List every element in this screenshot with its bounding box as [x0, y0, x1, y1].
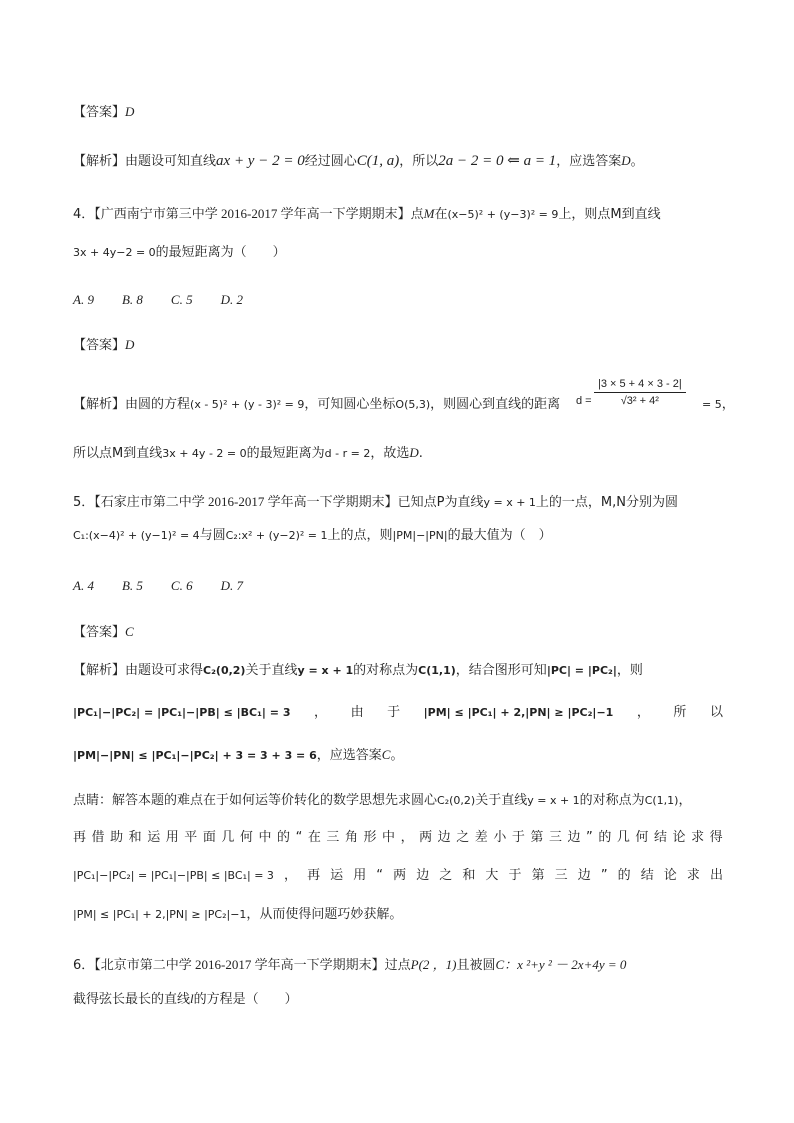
analysis-text: ，: [721, 397, 735, 412]
note-line-4: [73, 905, 402, 925]
note-line-3: [73, 866, 723, 886]
analysis-line: y = x + 1: [297, 664, 354, 677]
q4-stem-2: [73, 243, 286, 263]
analysis-text: 由题设可求得: [125, 663, 204, 678]
stem-text: 的最大值为（ ）: [447, 528, 552, 543]
analysis-text: ，应选答案: [316, 748, 382, 763]
fraction-result: [702, 395, 735, 415]
analysis-text: 经过圆心: [304, 154, 357, 169]
answer-label: 【答案】: [73, 105, 126, 120]
q4-analysis-2: [73, 443, 423, 464]
note-char: 结: [653, 830, 667, 845]
note-c: C(1,1): [644, 794, 679, 807]
note-char: 第: [531, 868, 545, 883]
analysis-text: 。: [630, 154, 644, 169]
stem-text: 的方程是（ ）: [193, 992, 298, 1007]
note-char: “: [376, 868, 384, 883]
analysis-eq: |PM| ≤ |PC₁| + 2,|PN| ≥ |PC₂|−1: [423, 706, 614, 719]
note-eq: |PM| ≤ |PC₁| + 2,|PN| ≥ |PC₂|−1: [73, 908, 247, 921]
note-char: 论: [663, 868, 677, 883]
stem-c1-eq: C₁:(x−4)² + (y−1)² = 4: [73, 529, 200, 542]
note-char: 小: [493, 830, 507, 845]
stem-target: |PM|−|PN|: [392, 529, 448, 542]
fraction-numerator: |3 × 5 + 4 × 3 - 2|: [594, 378, 686, 393]
question-number: 4．: [73, 207, 95, 222]
stem-text: 与圆: [199, 528, 226, 543]
question-source: 【北京市第二中学 2016-2017 学年高一下学期期末】: [94, 957, 385, 972]
option-d: D. 7: [220, 578, 243, 593]
analysis-eq: |PM|−|PN| ≤ |PC₁|−|PC₂| + 3 = 3 + 3 = 6: [73, 749, 317, 762]
analysis-text: ，所以: [399, 154, 439, 169]
q3-answer: [73, 102, 134, 123]
note-char: 边: [416, 868, 430, 883]
analysis-choice: D: [621, 153, 631, 168]
answer-label: 【答案】: [73, 338, 126, 353]
question-source: 【广西南宁市第三中学 2016-2017 学年高一下学期期末】: [94, 206, 411, 221]
note-char: 角: [344, 830, 358, 845]
note-char: 得: [709, 830, 723, 845]
option-b: B. 5: [121, 578, 143, 593]
note-char: 面: [202, 830, 216, 845]
analysis-text: 由: [350, 705, 364, 720]
note-eq: |PC₁|−|PC₂| = |PC₁|−|PB| ≤ |BC₁| = 3: [73, 869, 274, 882]
note-char: 几: [616, 830, 630, 845]
analysis-text: .: [418, 446, 423, 461]
analysis-text: 关于直线: [245, 663, 298, 678]
note-char: 差: [474, 830, 488, 845]
note-char: 何: [239, 830, 253, 845]
analysis-choice: D: [409, 445, 419, 460]
question-number: 5．: [73, 495, 95, 510]
note-char: 和: [462, 868, 476, 883]
stem-text: 且被圆: [456, 958, 496, 973]
note-char: 用: [353, 868, 367, 883]
analysis-text: 的最短距离为: [246, 446, 325, 461]
note-char: “: [295, 830, 303, 845]
analysis-text: 所: [673, 705, 687, 720]
stem-point: M: [423, 206, 435, 221]
note-text: 解答本题的难点在于如何运等价转化的数学思想先求圆心: [112, 793, 438, 808]
note-char: ”: [586, 830, 593, 845]
note-text: 的对称点为: [579, 793, 645, 808]
note-char: 的: [617, 868, 631, 883]
q5-stem: [73, 492, 678, 513]
option-b: B. 8: [121, 292, 143, 307]
stem-text: 点: [410, 207, 424, 222]
stem-text: 上的一点，M,N分别为圆: [535, 495, 678, 510]
stem-point: P(2 ，1): [410, 957, 457, 972]
stem-text: 已知点P为直线: [397, 495, 484, 510]
analysis-label: 【解析】: [73, 154, 126, 169]
note-char: ，: [283, 868, 297, 883]
analysis-text: 由题设可知直线: [125, 154, 217, 169]
analysis-text: ，结合图形可知: [455, 663, 547, 678]
analysis-choice: C: [381, 747, 391, 762]
note-char: 于: [508, 868, 522, 883]
note-char: 边: [437, 830, 451, 845]
note-char: 三: [554, 868, 568, 883]
note-line-1: [73, 791, 691, 811]
q5-analysis-3: [73, 745, 403, 766]
note-char: 边: [567, 830, 581, 845]
analysis-center: O(5,3): [395, 398, 431, 411]
note-char: 之: [439, 868, 453, 883]
note-char: 几: [221, 830, 235, 845]
analysis-text: 于: [387, 705, 401, 720]
stem-text: 过点: [384, 958, 411, 973]
note-char: 的: [277, 830, 291, 845]
note-char: 助: [110, 830, 124, 845]
note-line-2: [73, 828, 723, 848]
note-label: 点睛：: [73, 793, 113, 808]
note-char: 用: [165, 830, 179, 845]
q5-analysis-2: [73, 703, 723, 723]
q4-answer: [73, 335, 134, 356]
formula-line: ax + y − 2 = 0: [216, 153, 305, 169]
q4-options: [73, 290, 243, 310]
q5-stem-2: [73, 526, 552, 546]
option-c: C. 5: [170, 292, 193, 307]
note-char: 借: [91, 830, 105, 845]
stem-c2-eq: C₂:x² + (y−2)² = 1: [225, 529, 328, 542]
note-char: 论: [672, 830, 686, 845]
analysis-text: 所以点M到直线: [73, 446, 163, 461]
note-char: 在: [307, 830, 321, 845]
note-char: ，: [400, 830, 414, 845]
q4-analysis: [73, 395, 560, 415]
option-c: C. 6: [170, 578, 193, 593]
note-char: 边: [577, 868, 591, 883]
note-char: 于: [511, 830, 525, 845]
analysis-label: 【解析】: [73, 397, 126, 412]
answer-value: D: [125, 337, 135, 352]
question-number: 6．: [73, 958, 95, 973]
stem-line-name: l: [190, 991, 194, 1006]
stem-text: 上，则点M到直线: [558, 207, 661, 222]
note-char: 运: [330, 868, 344, 883]
stem-line-eq: 3x + 4y−2 = 0: [73, 246, 156, 259]
note-char: 出: [709, 868, 723, 883]
option-d: D. 2: [220, 292, 243, 307]
stem-circle: C：x ²+y ² － 2x+4y = 0: [495, 957, 627, 972]
analysis-text: ，则: [616, 663, 643, 678]
answer-value: C: [125, 624, 134, 639]
stem-text: 的最短距离为（ ）: [155, 245, 286, 260]
fraction-denominator: √3² + 4²: [620, 395, 659, 407]
note-char: 三: [326, 830, 340, 845]
stem-text: 在: [434, 207, 448, 222]
stem-line-eq: y = x + 1: [483, 496, 536, 509]
analysis-text: ，: [314, 705, 328, 720]
note-text: ，: [678, 793, 692, 808]
analysis-text: ，则圆心到直线的距离: [430, 397, 561, 412]
note-char: 平: [184, 830, 198, 845]
option-a: A. 4: [73, 578, 94, 593]
note-char: 两: [419, 830, 433, 845]
note-char: 和: [128, 830, 142, 845]
note-char: 何: [635, 830, 649, 845]
note-char: 运: [147, 830, 161, 845]
q6-stem: [73, 955, 626, 976]
analysis-eq: (x - 5)² + (y - 3)² = 9: [190, 398, 305, 411]
option-a: A. 9: [73, 292, 94, 307]
note-char: 求: [686, 868, 700, 883]
note-char: 再: [73, 830, 87, 845]
question-source: 【石家庄市第二中学 2016-2017 学年高一下学期期末】: [94, 494, 398, 509]
answer-label: 【答案】: [73, 625, 126, 640]
note-c2: C₂(0,2): [437, 794, 476, 807]
analysis-text: ，可知圆心坐标: [304, 397, 396, 412]
q5-answer: [73, 622, 134, 643]
note-char: 之: [456, 830, 470, 845]
note-char: 的: [598, 830, 612, 845]
answer-value: D: [125, 104, 135, 119]
note-char: 求: [691, 830, 705, 845]
analysis-text: 由圆的方程: [125, 397, 191, 412]
analysis-text: 。: [390, 748, 404, 763]
analysis-result: d - r = 2: [324, 447, 371, 460]
analysis-text: ，故选: [370, 446, 410, 461]
formula-center: C(1, a): [356, 153, 400, 169]
note-char: 再: [307, 868, 321, 883]
q6-stem-2: [73, 989, 298, 1010]
analysis-text: 的对称点为: [353, 663, 419, 678]
formula-solve: 2a − 2 = 0 ⇐ a = 1: [438, 153, 557, 169]
analysis-label: 【解析】: [73, 663, 126, 678]
stem-text: 截得弦长最长的直线: [73, 992, 191, 1007]
analysis-line-eq: 3x + 4y - 2 = 0: [162, 447, 247, 460]
note-char: 三: [548, 830, 562, 845]
distance-fraction: [576, 378, 686, 407]
q4-stem: [73, 204, 661, 225]
note-char: 形: [363, 830, 377, 845]
note-char: 大: [485, 868, 499, 883]
note-char: 两: [393, 868, 407, 883]
stem-circle-eq: (x−5)² + (y−3)² = 9: [447, 208, 559, 221]
q5-analysis-1: [73, 661, 643, 681]
d-label: d =: [576, 395, 592, 407]
analysis-text: ，应选答案: [556, 154, 622, 169]
analysis-text: 以: [709, 705, 723, 720]
note-text: 关于直线: [475, 793, 528, 808]
fraction-result-value: = 5: [702, 398, 722, 411]
note-char: 中: [382, 830, 396, 845]
analysis-text: ，: [636, 705, 650, 720]
stem-text: 上的点，则: [327, 528, 393, 543]
note-text: ，从而使得问题巧妙获解。: [246, 907, 403, 922]
q3-analysis: [73, 151, 644, 172]
note-char: ”: [600, 868, 608, 883]
analysis-c: C(1,1): [418, 664, 456, 677]
analysis-eq: |PC| = |PC₂|: [546, 664, 617, 677]
q5-options: [73, 576, 243, 596]
note-line: y = x + 1: [527, 794, 580, 807]
analysis-c2: C₂(0,2): [203, 664, 246, 677]
analysis-eq: |PC₁|−|PC₂| = |PC₁|−|PB| ≤ |BC₁| = 3: [73, 706, 291, 719]
note-char: 中: [258, 830, 272, 845]
note-char: 第: [530, 830, 544, 845]
note-char: 结: [640, 868, 654, 883]
